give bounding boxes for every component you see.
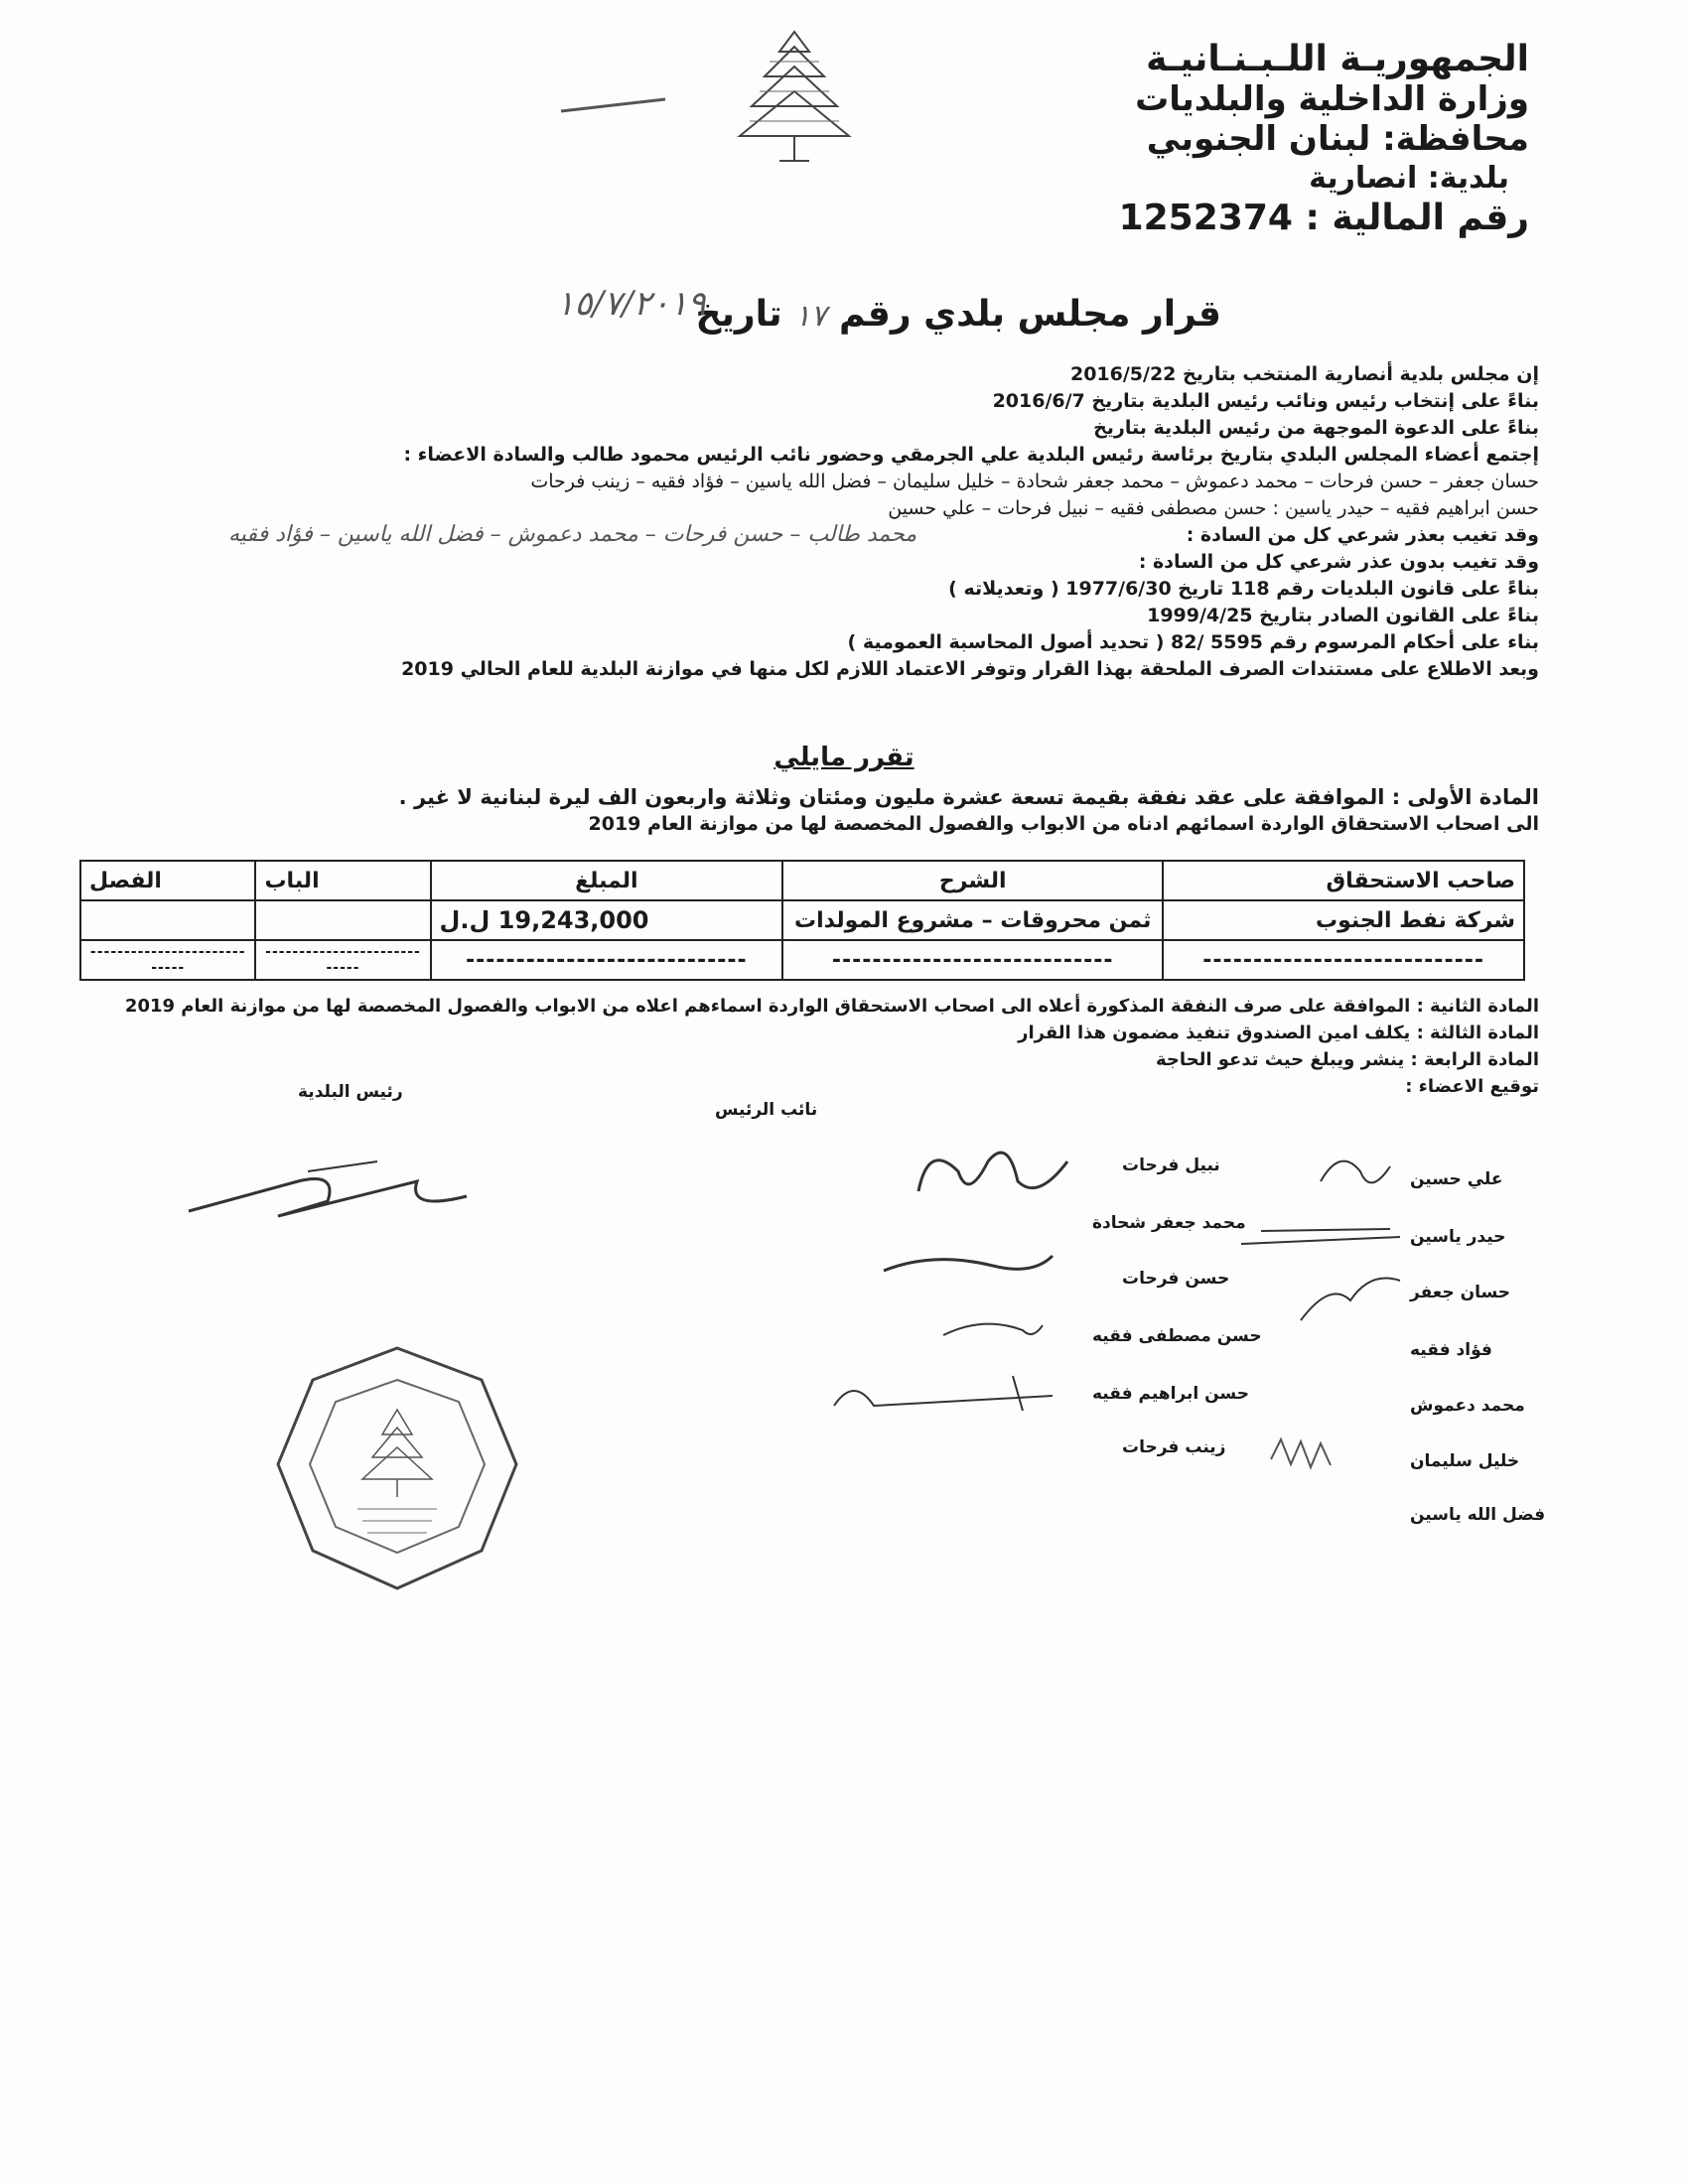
cell-beneficiary: شركة نفط الجنوب (1163, 900, 1524, 940)
finance-number: رقم المالية : 1252374 (1118, 198, 1529, 238)
article-line: المادة الرابعة : ينشر ويبلغ حيث تدعو الحاجة (1155, 1049, 1539, 1070)
governorate-line: محافظة: لبنان الجنوبي (1146, 119, 1529, 159)
member-signature (899, 1132, 1087, 1221)
cell-dashes: ---------------------------- (431, 940, 783, 980)
table-header-row (80, 861, 1524, 900)
preamble-line: وقد تغيب بعذر شرعي كل من السادة : (1186, 524, 1539, 546)
header-chapter: الفصل (80, 861, 255, 900)
title-text: قرار مجلس بلدي رقم (839, 294, 1221, 335)
table-row (80, 900, 1524, 940)
president-signature (179, 1142, 477, 1231)
article-line: المادة الثانية : الموافقة على صرف النفقة المذكورة أعلاه الى اصحاب الاستحقاق الواردة اسماءهم اعلاه من الابواب والفصول المخصصة لها من موازنة العام 2019 (124, 996, 1539, 1017)
preamble-line: إجتمع أعضاء المجلس البلدي بتاريخ برئاسة رئيس البلدية علي الجرمقي وحضور نائب الرئيس محمود طالب والسادة الاعضاء : (403, 444, 1539, 466)
letterhead (1119, 40, 1529, 238)
article-line: المادة الثالثة : يكلف امين الصندوق تنفيذ مضمون هذا القرار (1018, 1023, 1539, 1043)
absent-members-handwritten: محمد طالب – حسن فرحات – محمد دعموش – فضل الله ياسين – فؤاد فقيه (228, 522, 917, 547)
member-signature (1231, 1219, 1410, 1259)
cell-section (255, 900, 430, 940)
preamble-line: بناءً على القانون الصادر بتاريخ 1999/4/25 (1147, 605, 1539, 626)
member-name: زينب فرحات (1122, 1437, 1226, 1457)
preamble-line: وقد تغيب بدون عذر شرعي كل من السادة : (1138, 551, 1539, 573)
member-name: فضل الله ياسين (1410, 1505, 1546, 1525)
pen-stroke (556, 91, 675, 121)
title-number-handwritten: ١٧ (794, 299, 827, 334)
header-description: الشرح (782, 861, 1163, 900)
decides-heading: تقرر مايلي (774, 743, 914, 772)
header-amount: المبلغ (431, 861, 783, 900)
member-signature (933, 1310, 1053, 1350)
member-signature (814, 1366, 1072, 1435)
member-name: نبيل فرحات (1122, 1156, 1220, 1175)
member-name: فؤاد فقيه (1410, 1340, 1492, 1360)
decision-title (695, 294, 1221, 335)
cell-dashes: ---------------------------- (255, 940, 430, 980)
cell-dashes: ---------------------------- (782, 940, 1163, 980)
member-name: محمد دعموش (1410, 1396, 1525, 1416)
preamble-line: إن مجلس بلدية أنصارية المنتخب بتاريخ 2016/5/22 (1069, 363, 1539, 385)
cell-chapter (80, 900, 255, 940)
municipality-stamp-icon (268, 1340, 526, 1598)
preamble-line: حسان جعفر – حسن فرحات – محمد دعموش – محمد جعفر شحادة – خليل سليمان – فضل الله ياسين – فؤاد فقيه – زينب فرحات (530, 471, 1539, 492)
preamble-line: بناءً على قانون البلديات رقم 118 تاريخ 1977/6/30 ( وتعديلاته ) (948, 578, 1539, 600)
preamble-line: بناءً على إنتخاب رئيس ونائب رئيس البلدية بتاريخ 2016/6/7 (992, 390, 1539, 412)
member-name: حسن مصطفى فقيه (1092, 1326, 1262, 1346)
member-signature (1261, 1430, 1350, 1479)
title-date-label: تاريخ (695, 294, 782, 335)
member-name: علي حسين (1410, 1169, 1503, 1189)
member-signature (874, 1241, 1062, 1300)
beneficiary-table (79, 860, 1525, 981)
member-name: حسان جعفر (1410, 1283, 1511, 1302)
ministry-line: وزارة الداخلية والبلديات (1135, 79, 1529, 119)
republic-line: الجمهوريـة اللـبـنـانيـة (1146, 39, 1529, 79)
preamble-line: وبعد الاطلاع على مستندات الصرف الملحقة بهذا القرار وتوفر الاعتماد اللازم لكل منها في موازنة البلدية للعام الحالي 2019 (401, 658, 1539, 680)
vice-president-label: نائب الرئيس (715, 1100, 818, 1120)
preamble-line: بناء على أحكام المرسوم رقم 5595 /82 ( تحديد أصول المحاسبة العمومية ) (847, 631, 1539, 653)
article-1-line: الى اصحاب الاستحقاق الواردة اسمائهم ادناه من الابواب والفصول المخصصة لها من موازنة العام 2019 (588, 813, 1539, 835)
article-1-line: المادة الأولى : الموافقة على عقد نفقة بقيمة تسعة عشرة مليون ومئتان وثلاثة واربعون الف ليرة لبنانية لا غير . (398, 785, 1539, 809)
member-name: حسن فرحات (1122, 1269, 1230, 1289)
cell-dashes: ---------------------------- (80, 940, 255, 980)
cell-description: ثمن محروقات – مشروع المولدات (782, 900, 1163, 940)
article-line: توقيع الاعضاء : (1405, 1076, 1539, 1097)
article-1 (99, 784, 1539, 838)
member-signature (1311, 1142, 1400, 1211)
member-name: حيدر ياسين (1410, 1227, 1506, 1247)
header-beneficiary: صاحب الاستحقاق (1163, 861, 1524, 900)
member-name: خليل سليمان (1410, 1451, 1520, 1471)
table-row (80, 940, 1524, 980)
member-name: محمد جعفر شحادة (1092, 1213, 1246, 1233)
member-signature (1291, 1261, 1410, 1330)
cell-amount: 19,243,000 ل.ل (431, 900, 783, 940)
title-date-handwritten: ١٥/٧/٢٠١٩ (556, 284, 706, 324)
preamble-line: حسن ابراهيم فقيه – حيدر ياسين : حسن مصطفى فقيه – نبيل فرحات – علي حسين (888, 497, 1539, 519)
preamble-line: بناءً على الدعوة الموجهة من رئيس البلدية بتاريخ (1093, 417, 1539, 439)
president-label: رئيس البلدية (298, 1082, 403, 1102)
member-name: حسن ابراهيم فقيه (1092, 1384, 1249, 1404)
header-section: الباب (255, 861, 430, 900)
cell-dashes: ---------------------------- (1163, 940, 1524, 980)
cedar-emblem-icon (730, 22, 859, 171)
municipality-line: بلدية: انصارية (1309, 161, 1509, 196)
